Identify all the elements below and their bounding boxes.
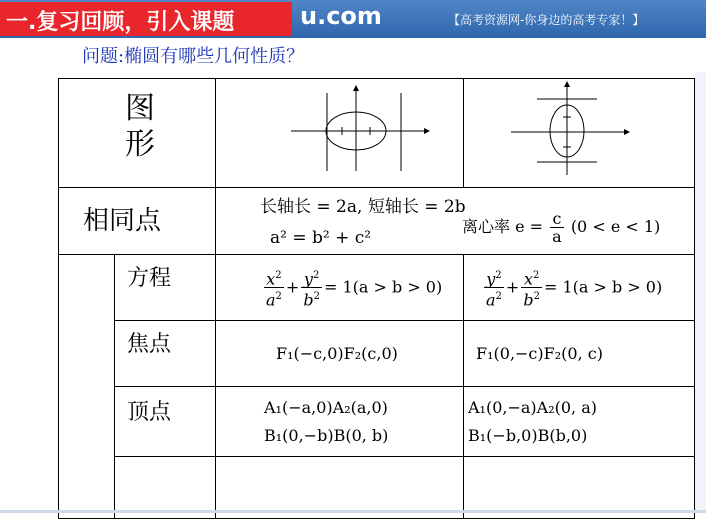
cell-horizontal-ellipse xyxy=(216,79,464,188)
ecc-fraction: $\frac{c}{a}$ xyxy=(552,209,562,246)
cell-common-content xyxy=(216,188,695,255)
cell-equation-label xyxy=(115,255,216,321)
row-focus xyxy=(59,321,695,387)
row-common xyxy=(59,188,695,255)
cell-vertical-ellipse xyxy=(464,79,695,188)
watermark-text: u.com xyxy=(300,2,382,30)
row-equation xyxy=(59,255,695,321)
vertex-horizontal: A₁(−a,0)A₂(a,0) B₁(0,−b)B(0, b) xyxy=(264,397,389,445)
cell-vertex-horizontal xyxy=(216,387,464,457)
slogan-text: 【高考资源网-你身边的高考专家！】 xyxy=(448,13,645,27)
question-text: 问题:椭圆有哪些几何性质？ xyxy=(82,46,305,67)
cell-vertex-vertical xyxy=(464,387,695,457)
abc-relation: a² = b² + c² xyxy=(270,228,372,248)
properties-table xyxy=(58,78,695,519)
vertex-vertical: A₁(0,−a)A₂(0, a) B₁(−b,0)B(b,0) xyxy=(468,397,598,445)
row-vertex xyxy=(59,387,695,457)
row-graph xyxy=(59,79,695,188)
right-edge xyxy=(695,72,706,512)
cell-focus-vertical xyxy=(464,321,695,387)
cell-common-label xyxy=(59,188,216,255)
cell-graph-label xyxy=(59,79,216,188)
common-label: 相同点 xyxy=(83,205,162,236)
section-title-box xyxy=(0,2,292,36)
cell-vertex-label xyxy=(115,387,216,457)
focus-horizontal: F₁(−c,0)F₂(c,0) xyxy=(276,344,398,363)
focus-vertical: F₁(0,−c)F₂(0, c) xyxy=(476,344,603,363)
vertex-label: 顶点 xyxy=(127,400,172,425)
equation-vertical: $\frac{y^2}{a^2}$ + $\frac{x^2}{b^2}$ = 1(a > b > 0) xyxy=(482,267,694,309)
eccentricity: 离心率 e = $\frac{c}{a}$ (0 < e < 1) xyxy=(462,209,661,246)
equation-horizontal: $\frac{x^2}{a^2}$ + $\frac{y^2}{b^2}$ = 1(a > b > 0) xyxy=(262,267,463,309)
cell-blank-left xyxy=(59,255,115,519)
equation-label: 方程 xyxy=(127,266,172,291)
cell-focus-label xyxy=(115,321,216,387)
focus-label: 焦点 xyxy=(127,332,172,357)
section-title: 一.复习回顾，引入课题 xyxy=(6,10,235,35)
cell-focus-horizontal xyxy=(216,321,464,387)
horizontal-ellipse-figure xyxy=(216,79,463,183)
cell-equation-horizontal xyxy=(216,255,464,321)
vertical-ellipse-figure xyxy=(464,79,694,183)
axis-lengths: 长轴长 = 2a, 短轴长 = 2b xyxy=(260,197,466,217)
cell-equation-vertical xyxy=(464,255,695,321)
graph-label: 图形 xyxy=(125,91,155,162)
